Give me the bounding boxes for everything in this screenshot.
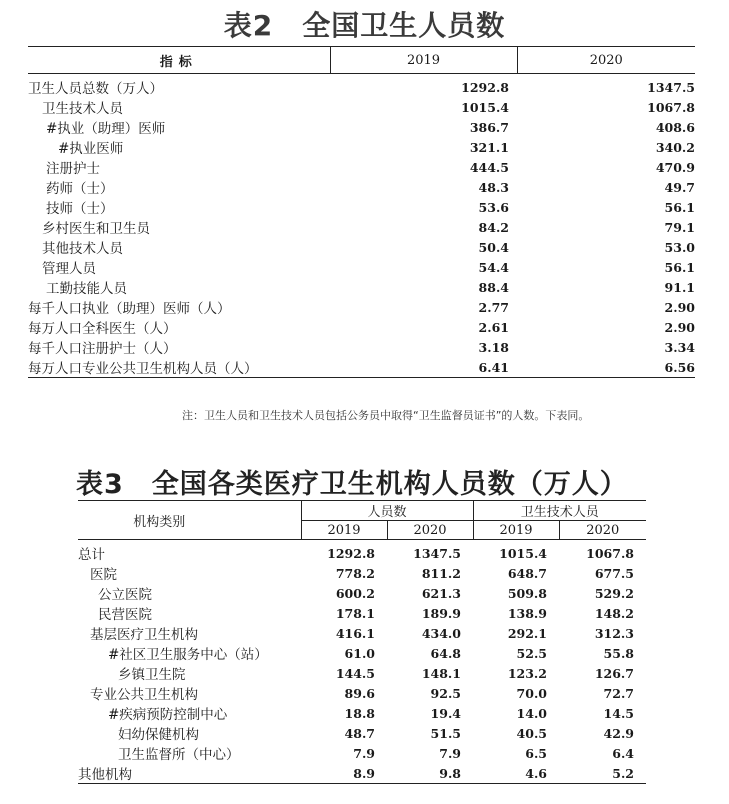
table2-row — [28, 157, 695, 177]
table3-header-category: 机构类别 — [78, 501, 301, 540]
table2-value-2020: 2.90 — [664, 319, 695, 335]
table3-value: 19.4 — [430, 705, 461, 721]
table2-row-label: #执业（助理）医师 — [46, 121, 166, 137]
table2-header-2020: 2020 — [517, 47, 695, 74]
table2-value-2019: 2.61 — [478, 319, 509, 335]
table3-row — [78, 643, 646, 663]
table3-value: 126.7 — [594, 665, 634, 681]
table3-value: 42.9 — [603, 725, 634, 741]
table2-value-2020: 56.1 — [664, 199, 695, 215]
table2-value-2020: 1067.8 — [647, 99, 695, 115]
table3-row — [78, 723, 646, 743]
table2-row-label: 每千人口注册护士（人） — [28, 341, 177, 357]
table3-header-year: 2020 — [387, 521, 473, 540]
table3-value: 8.9 — [301, 763, 387, 784]
table3-value: 6.4 — [612, 745, 634, 761]
table2-title: 表2 全国卫生人员数 — [223, 9, 506, 42]
table3-value: 178.1 — [335, 605, 375, 621]
table3-value: 5.2 — [559, 763, 646, 784]
table2-row-label: 其他技术人员 — [42, 241, 123, 257]
table3-value: 529.2 — [594, 585, 634, 601]
table3-value: 7.9 — [439, 745, 461, 761]
table2-header-indicator: 指标 — [28, 47, 330, 74]
table3-value: 52.5 — [516, 645, 547, 661]
table3-value: 292.1 — [507, 625, 547, 641]
table3-row — [78, 663, 646, 683]
table2-row-label: 技师（士） — [46, 201, 114, 217]
table2-value-2020: 2.90 — [664, 299, 695, 315]
table3-value: 123.2 — [507, 665, 547, 681]
table3-row-label: #社区卫生服务中心（站） — [108, 647, 268, 663]
table3-row-label: #疾病预防控制中心 — [108, 707, 228, 723]
table3-value: 40.5 — [516, 725, 547, 741]
table3-value: 48.7 — [344, 725, 375, 741]
table3-value: 72.7 — [603, 685, 634, 701]
table2-value-2019: 386.7 — [469, 119, 509, 135]
table3-row-label: 公立医院 — [98, 587, 152, 603]
table3-value: 18.8 — [344, 705, 375, 721]
table2-row — [28, 297, 695, 317]
table3-value: 138.9 — [507, 605, 547, 621]
table2-row-label: #执业医师 — [58, 141, 124, 157]
table2-value-2020: 1347.5 — [647, 79, 695, 95]
table2-value-2019: 50.4 — [478, 239, 509, 255]
table3-value: 312.3 — [594, 625, 634, 641]
table2-value-2020: 340.2 — [655, 139, 695, 155]
table3-row — [78, 623, 646, 643]
table3-value: 648.7 — [507, 565, 547, 581]
table3-row — [78, 563, 646, 583]
table2-row-label: 卫生技术人员 — [42, 101, 123, 117]
table3-title: 表3 全国各类医疗卫生机构人员数（万人） — [76, 469, 628, 500]
table3-value: 64.8 — [430, 645, 461, 661]
table2-row — [28, 337, 695, 357]
table2-value-2020: 408.6 — [655, 119, 695, 135]
table2-value-2020: 56.1 — [664, 259, 695, 275]
table3-value: 1347.5 — [413, 545, 461, 561]
table2-row-label: 注册护士 — [46, 161, 100, 177]
table3-header-year: 2020 — [559, 521, 646, 540]
table2-value-2019: 84.2 — [478, 219, 509, 235]
table2-row-label: 管理人员 — [42, 261, 96, 277]
table2-value-2019: 1015.4 — [461, 99, 509, 115]
table2-row — [28, 357, 695, 378]
table3-value: 61.0 — [344, 645, 375, 661]
table3-row-label: 总计 — [78, 547, 105, 563]
table3-value: 600.2 — [335, 585, 375, 601]
table3-row-label: 医院 — [90, 567, 117, 583]
table3-value: 14.5 — [603, 705, 634, 721]
table3-header-staff: 人员数 — [301, 501, 473, 521]
table3-value: 1015.4 — [499, 545, 547, 561]
table3-value: 14.0 — [516, 705, 547, 721]
table3-row-label: 专业公共卫生机构 — [90, 687, 198, 703]
table3-row-label: 乡镇卫生院 — [118, 667, 186, 683]
table2-value-2019: 48.3 — [478, 179, 509, 195]
table2-header-row — [28, 47, 695, 74]
table2-value-2019: 6.41 — [330, 357, 517, 378]
table2-value-2019: 3.18 — [478, 339, 509, 355]
table3-row-label: 民营医院 — [98, 607, 152, 623]
table3-header-year: 2019 — [473, 521, 559, 540]
table2-row — [28, 277, 695, 297]
table3-row-label: 基层医疗卫生机构 — [90, 627, 198, 643]
table3-value: 144.5 — [335, 665, 375, 681]
table3-header-year: 2019 — [301, 521, 387, 540]
table3-value: 434.0 — [421, 625, 461, 641]
table2-row-label: 工勤技能人员 — [46, 281, 127, 297]
table2-row — [28, 217, 695, 237]
table2-value-2020: 79.1 — [664, 219, 695, 235]
table3-value: 416.1 — [335, 625, 375, 641]
table3-row — [78, 683, 646, 703]
table3-value: 70.0 — [516, 685, 547, 701]
table3-row — [78, 743, 646, 763]
table3-value: 6.5 — [525, 745, 547, 761]
table3-value: 1292.8 — [327, 545, 375, 561]
table3-value: 677.5 — [594, 565, 634, 581]
table2-value-2019: 444.5 — [469, 159, 509, 175]
table3-row — [78, 583, 646, 603]
table2 — [28, 46, 695, 378]
table3-value: 55.8 — [603, 645, 634, 661]
table3 — [78, 500, 646, 784]
table3-value: 189.9 — [421, 605, 461, 621]
table3-row — [78, 603, 646, 623]
table3-value: 148.2 — [594, 605, 634, 621]
table2-row — [28, 74, 695, 98]
table3-value: 148.1 — [421, 665, 461, 681]
table3-header-health-tech: 卫生技术人员 — [473, 501, 646, 521]
table2-value-2019: 54.4 — [478, 259, 509, 275]
table2-value-2019: 1292.8 — [461, 79, 509, 95]
table3-row-label: 卫生监督所（中心） — [118, 747, 240, 763]
table2-row — [28, 237, 695, 257]
table3-value: 51.5 — [430, 725, 461, 741]
table2-header-2019: 2019 — [330, 47, 517, 74]
table2-row-label: 乡村医生和卫生员 — [42, 221, 150, 237]
table2-row — [28, 197, 695, 217]
table2-row — [28, 137, 695, 157]
table2-value-2019: 53.6 — [478, 199, 509, 215]
table2-value-2019: 321.1 — [469, 139, 509, 155]
table3-row — [78, 763, 646, 784]
table3-row — [78, 703, 646, 723]
table3-value: 92.5 — [430, 685, 461, 701]
table2-row-label: 每万人口全科医生（人） — [28, 321, 177, 337]
table2-row-label: 卫生人员总数（万人） — [28, 81, 163, 97]
table2-row-label: 每万人口专业公共卫生机构人员（人） — [28, 357, 330, 378]
table2-value-2020: 3.34 — [664, 339, 695, 355]
table3-value: 621.3 — [421, 585, 461, 601]
table3-value: 811.2 — [421, 565, 461, 581]
table2-value-2020: 49.7 — [664, 179, 695, 195]
table3-value: 509.8 — [507, 585, 547, 601]
table3-header-group-row — [78, 501, 646, 521]
table2-value-2019: 2.77 — [478, 299, 509, 315]
table2-row-label: 药师（士） — [46, 181, 114, 197]
table3-row-label: 其他机构 — [78, 763, 301, 784]
table2-row-label: 每千人口执业（助理）医师（人） — [28, 301, 231, 317]
table3-row-label: 妇幼保健机构 — [118, 727, 199, 743]
table2-row — [28, 97, 695, 117]
table3-value: 7.9 — [353, 745, 375, 761]
table2-row — [28, 117, 695, 137]
table3-value: 4.6 — [473, 763, 559, 784]
table2-row — [28, 257, 695, 277]
table2-value-2020: 470.9 — [655, 159, 695, 175]
table3-value: 9.8 — [387, 763, 473, 784]
table3-value: 778.2 — [335, 565, 375, 581]
table2-value-2019: 88.4 — [478, 279, 509, 295]
table3-row — [78, 540, 646, 564]
table2-value-2020: 6.56 — [517, 357, 695, 378]
table2-row — [28, 317, 695, 337]
table3-value: 1067.8 — [586, 545, 634, 561]
table2-value-2020: 53.0 — [664, 239, 695, 255]
table2-value-2020: 91.1 — [664, 279, 695, 295]
table3-value: 89.6 — [344, 685, 375, 701]
table2-row — [28, 177, 695, 197]
table2-note: 注：卫生人员和卫生技术人员包括公务员中取得“卫生监督员证书”的人数。下表同。 — [182, 409, 590, 422]
